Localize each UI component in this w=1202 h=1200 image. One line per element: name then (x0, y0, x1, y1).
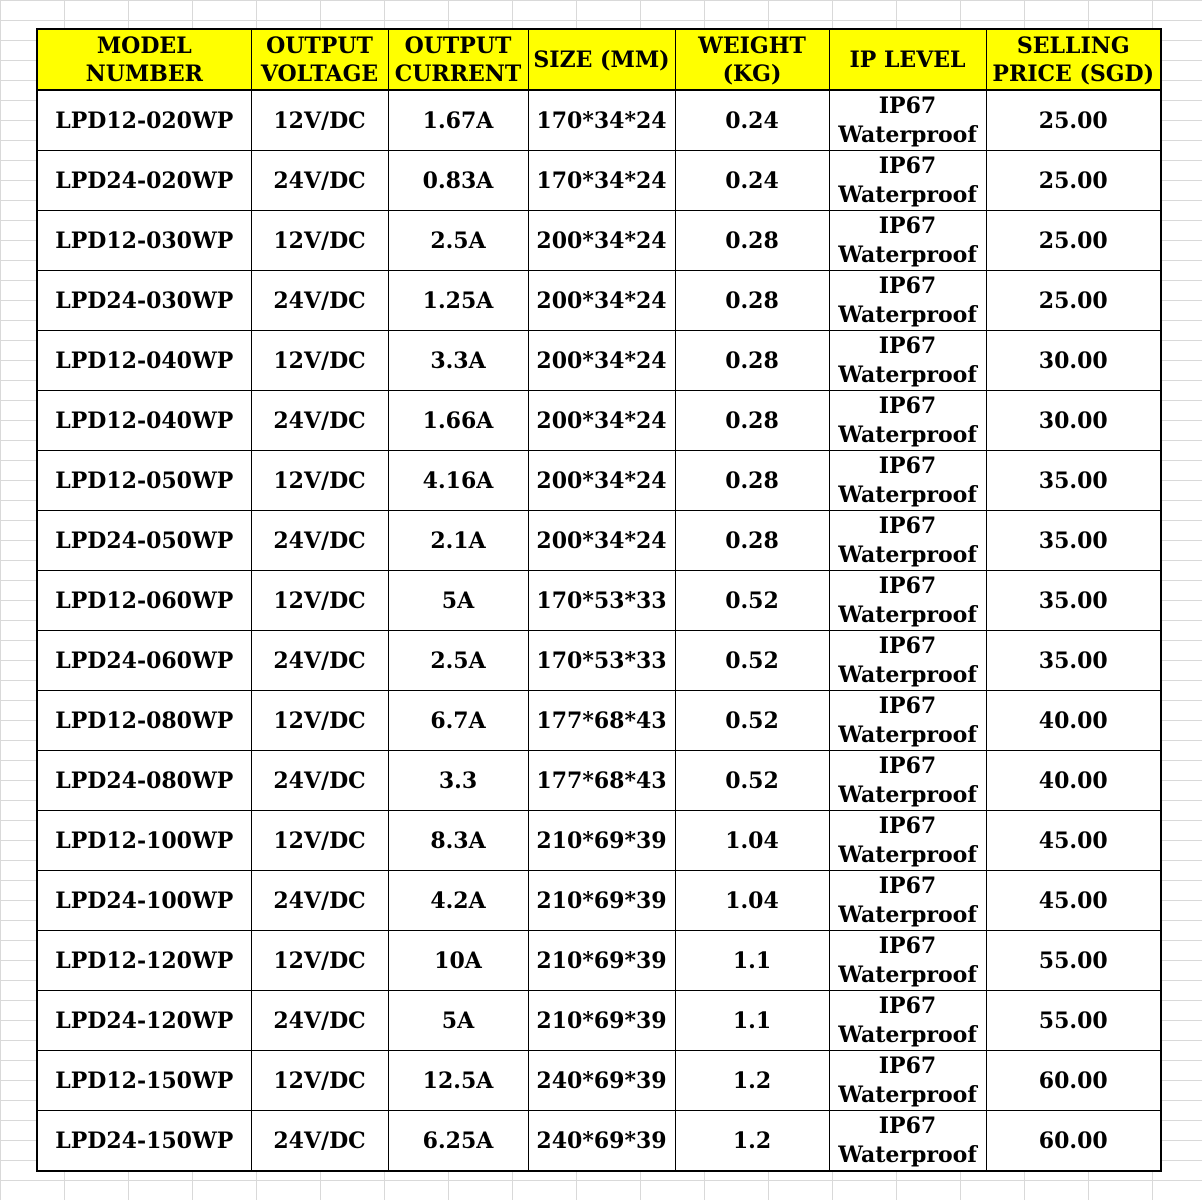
cell-model-number: LPD12-120WP (37, 931, 251, 991)
header-output-current (388, 29, 528, 90)
cell-weight: 1.1 (675, 991, 829, 1051)
cell-size: 177*68*43 (528, 751, 675, 811)
table-row (37, 1111, 1161, 1172)
cell-ip-level (829, 1051, 986, 1111)
table-row (37, 451, 1161, 511)
ip-level-text: IP67 (878, 872, 937, 899)
header-text: IP LEVEL (849, 46, 966, 73)
cell-ip-level (829, 811, 986, 871)
ip-level-text: Waterproof (838, 901, 977, 928)
cell-output-voltage: 12V/DC (251, 931, 388, 991)
cell-model-number: LPD12-050WP (37, 451, 251, 511)
cell-model-number: LPD12-100WP (37, 811, 251, 871)
cell-selling-price: 25.00 (986, 151, 1161, 211)
cell-output-voltage: 24V/DC (251, 391, 388, 451)
cell-output-voltage: 24V/DC (251, 151, 388, 211)
cell-output-voltage: 12V/DC (251, 331, 388, 391)
cell-output-current: 2.5A (388, 211, 528, 271)
cell-size: 200*34*24 (528, 271, 675, 331)
cell-weight: 1.1 (675, 931, 829, 991)
ip-level-text: Waterproof (838, 361, 977, 388)
cell-selling-price: 40.00 (986, 751, 1161, 811)
ip-level-text: IP67 (878, 1052, 937, 1079)
cell-model-number: LPD24-080WP (37, 751, 251, 811)
ip-level-text: IP67 (878, 692, 937, 719)
cell-ip-level (829, 991, 986, 1051)
cell-ip-level (829, 511, 986, 571)
header-selling-price (986, 29, 1161, 90)
cell-selling-price: 35.00 (986, 451, 1161, 511)
cell-output-voltage: 24V/DC (251, 271, 388, 331)
ip-level-text: Waterproof (838, 601, 977, 628)
cell-model-number: LPD12-030WP (37, 211, 251, 271)
cell-size: 170*34*24 (528, 151, 675, 211)
ip-level-text: Waterproof (838, 661, 977, 688)
cell-ip-level (829, 931, 986, 991)
ip-level-text: Waterproof (838, 181, 977, 208)
cell-selling-price: 55.00 (986, 991, 1161, 1051)
cell-ip-level (829, 331, 986, 391)
cell-output-current: 6.25A (388, 1111, 528, 1172)
cell-output-current: 2.1A (388, 511, 528, 571)
cell-output-voltage: 12V/DC (251, 571, 388, 631)
header-text: MODEL (96, 32, 192, 59)
ip-level-text: IP67 (878, 752, 937, 779)
ip-level-text: IP67 (878, 452, 937, 479)
table-row (37, 571, 1161, 631)
header-text: PRICE (SGD) (992, 60, 1155, 87)
cell-selling-price: 30.00 (986, 391, 1161, 451)
cell-model-number: LPD12-150WP (37, 1051, 251, 1111)
ip-level-text: IP67 (878, 92, 937, 119)
cell-selling-price: 60.00 (986, 1051, 1161, 1111)
cell-output-voltage: 12V/DC (251, 691, 388, 751)
cell-output-current: 4.16A (388, 451, 528, 511)
header-output-voltage (251, 29, 388, 90)
cell-model-number: LPD12-020WP (37, 90, 251, 151)
cell-weight: 0.28 (675, 391, 829, 451)
ip-level-text: Waterproof (838, 1141, 977, 1168)
cell-weight: 1.2 (675, 1111, 829, 1172)
header-text: OUTPUT (404, 32, 512, 59)
cell-size: 200*34*24 (528, 451, 675, 511)
cell-output-voltage: 24V/DC (251, 631, 388, 691)
ip-level-text: IP67 (878, 512, 937, 539)
table-row (37, 271, 1161, 331)
ip-level-text: IP67 (878, 1112, 937, 1139)
cell-selling-price: 60.00 (986, 1111, 1161, 1172)
cell-output-current: 8.3A (388, 811, 528, 871)
cell-output-current: 10A (388, 931, 528, 991)
cell-output-current: 1.67A (388, 90, 528, 151)
cell-ip-level (829, 691, 986, 751)
ip-level-text: Waterproof (838, 481, 977, 508)
cell-model-number: LPD12-040WP (37, 391, 251, 451)
ip-level-text: Waterproof (838, 721, 977, 748)
cell-size: 210*69*39 (528, 991, 675, 1051)
ip-level-text: IP67 (878, 632, 937, 659)
header-text: WEIGHT (698, 32, 806, 59)
cell-output-current: 12.5A (388, 1051, 528, 1111)
cell-ip-level (829, 571, 986, 631)
cell-size: 210*69*39 (528, 931, 675, 991)
ip-level-text: IP67 (878, 332, 937, 359)
table-row (37, 90, 1161, 151)
header-text: OUTPUT (266, 32, 373, 59)
header-row (37, 29, 1161, 90)
cell-selling-price: 30.00 (986, 331, 1161, 391)
cell-model-number: LPD24-060WP (37, 631, 251, 691)
cell-selling-price: 35.00 (986, 571, 1161, 631)
cell-size: 200*34*24 (528, 331, 675, 391)
ip-level-text: IP67 (878, 392, 937, 419)
cell-model-number: LPD24-100WP (37, 871, 251, 931)
price-list-table (36, 28, 1162, 1172)
cell-output-voltage: 24V/DC (251, 1111, 388, 1172)
cell-weight: 0.24 (675, 151, 829, 211)
ip-level-text: IP67 (878, 212, 937, 239)
cell-ip-level (829, 871, 986, 931)
cell-model-number: LPD24-030WP (37, 271, 251, 331)
table-row (37, 871, 1161, 931)
table-row (37, 691, 1161, 751)
cell-ip-level (829, 90, 986, 151)
cell-ip-level (829, 271, 986, 331)
cell-size: 170*53*33 (528, 571, 675, 631)
table-row (37, 1051, 1161, 1111)
cell-weight: 0.28 (675, 511, 829, 571)
cell-output-current: 5A (388, 991, 528, 1051)
header-size (528, 29, 675, 90)
cell-selling-price: 25.00 (986, 271, 1161, 331)
cell-size: 170*53*33 (528, 631, 675, 691)
cell-selling-price: 35.00 (986, 631, 1161, 691)
ip-level-text: Waterproof (838, 1021, 977, 1048)
cell-weight: 0.52 (675, 631, 829, 691)
cell-size: 200*34*24 (528, 511, 675, 571)
table-row (37, 991, 1161, 1051)
table-row (37, 811, 1161, 871)
cell-ip-level (829, 151, 986, 211)
cell-output-current: 3.3A (388, 331, 528, 391)
ip-level-text: IP67 (878, 572, 937, 599)
cell-ip-level (829, 451, 986, 511)
cell-output-current: 6.7A (388, 691, 528, 751)
table-row (37, 391, 1161, 451)
cell-selling-price: 55.00 (986, 931, 1161, 991)
cell-weight: 0.52 (675, 751, 829, 811)
cell-weight: 0.52 (675, 691, 829, 751)
cell-ip-level (829, 211, 986, 271)
cell-selling-price: 35.00 (986, 511, 1161, 571)
ip-level-text: IP67 (878, 272, 937, 299)
table-row (37, 211, 1161, 271)
cell-size: 200*34*24 (528, 391, 675, 451)
cell-output-current: 1.66A (388, 391, 528, 451)
cell-output-voltage: 12V/DC (251, 90, 388, 151)
ip-level-text: Waterproof (838, 781, 977, 808)
cell-output-current: 1.25A (388, 271, 528, 331)
table-row (37, 751, 1161, 811)
cell-output-current: 3.3 (388, 751, 528, 811)
cell-selling-price: 25.00 (986, 90, 1161, 151)
ip-level-text: Waterproof (838, 241, 977, 268)
header-text: NUMBER (85, 60, 203, 87)
cell-output-current: 5A (388, 571, 528, 631)
cell-model-number: LPD24-020WP (37, 151, 251, 211)
cell-size: 210*69*39 (528, 811, 675, 871)
ip-level-text: IP67 (878, 812, 937, 839)
cell-size: 170*34*24 (528, 90, 675, 151)
ip-level-text: Waterproof (838, 421, 977, 448)
cell-output-voltage: 24V/DC (251, 751, 388, 811)
ip-level-text: Waterproof (838, 301, 977, 328)
cell-ip-level (829, 631, 986, 691)
header-text: (KG) (722, 60, 782, 87)
table-row (37, 511, 1161, 571)
table-row (37, 151, 1161, 211)
cell-weight: 0.28 (675, 331, 829, 391)
cell-size: 240*69*39 (528, 1111, 675, 1172)
cell-selling-price: 45.00 (986, 871, 1161, 931)
cell-model-number: LPD12-080WP (37, 691, 251, 751)
cell-output-voltage: 12V/DC (251, 451, 388, 511)
cell-ip-level (829, 391, 986, 451)
cell-model-number: LPD12-040WP (37, 331, 251, 391)
table-row (37, 331, 1161, 391)
ip-level-text: Waterproof (838, 961, 977, 988)
cell-model-number: LPD24-120WP (37, 991, 251, 1051)
cell-ip-level (829, 751, 986, 811)
header-model-number (37, 29, 251, 90)
header-text: CURRENT (394, 60, 522, 87)
cell-output-current: 2.5A (388, 631, 528, 691)
ip-level-text: IP67 (878, 992, 937, 1019)
ip-level-text: Waterproof (838, 541, 977, 568)
cell-weight: 1.04 (675, 871, 829, 931)
cell-weight: 0.28 (675, 211, 829, 271)
header-text: SELLING (1016, 32, 1130, 59)
cell-model-number: LPD24-050WP (37, 511, 251, 571)
cell-model-number: LPD24-150WP (37, 1111, 251, 1172)
table-row (37, 931, 1161, 991)
cell-size: 200*34*24 (528, 211, 675, 271)
cell-selling-price: 45.00 (986, 811, 1161, 871)
cell-output-voltage: 24V/DC (251, 991, 388, 1051)
cell-output-current: 4.2A (388, 871, 528, 931)
cell-selling-price: 25.00 (986, 211, 1161, 271)
cell-weight: 0.24 (675, 90, 829, 151)
cell-size: 177*68*43 (528, 691, 675, 751)
cell-output-voltage: 24V/DC (251, 511, 388, 571)
cell-output-voltage: 24V/DC (251, 871, 388, 931)
cell-selling-price: 40.00 (986, 691, 1161, 751)
header-text: VOLTAGE (260, 60, 379, 87)
table-row (37, 631, 1161, 691)
ip-level-text: IP67 (878, 932, 937, 959)
cell-output-voltage: 12V/DC (251, 811, 388, 871)
cell-output-voltage: 12V/DC (251, 211, 388, 271)
ip-level-text: Waterproof (838, 841, 977, 868)
header-text: SIZE (MM) (533, 46, 670, 73)
cell-model-number: LPD12-060WP (37, 571, 251, 631)
cell-weight: 1.04 (675, 811, 829, 871)
cell-size: 210*69*39 (528, 871, 675, 931)
cell-output-voltage: 12V/DC (251, 1051, 388, 1111)
cell-weight: 0.52 (675, 571, 829, 631)
header-ip-level (829, 29, 986, 90)
ip-level-text: IP67 (878, 152, 937, 179)
cell-output-current: 0.83A (388, 151, 528, 211)
cell-ip-level (829, 1111, 986, 1172)
header-weight (675, 29, 829, 90)
cell-size: 240*69*39 (528, 1051, 675, 1111)
ip-level-text: Waterproof (838, 121, 977, 148)
ip-level-text: Waterproof (838, 1081, 977, 1108)
cell-weight: 0.28 (675, 271, 829, 331)
cell-weight: 0.28 (675, 451, 829, 511)
cell-weight: 1.2 (675, 1051, 829, 1111)
